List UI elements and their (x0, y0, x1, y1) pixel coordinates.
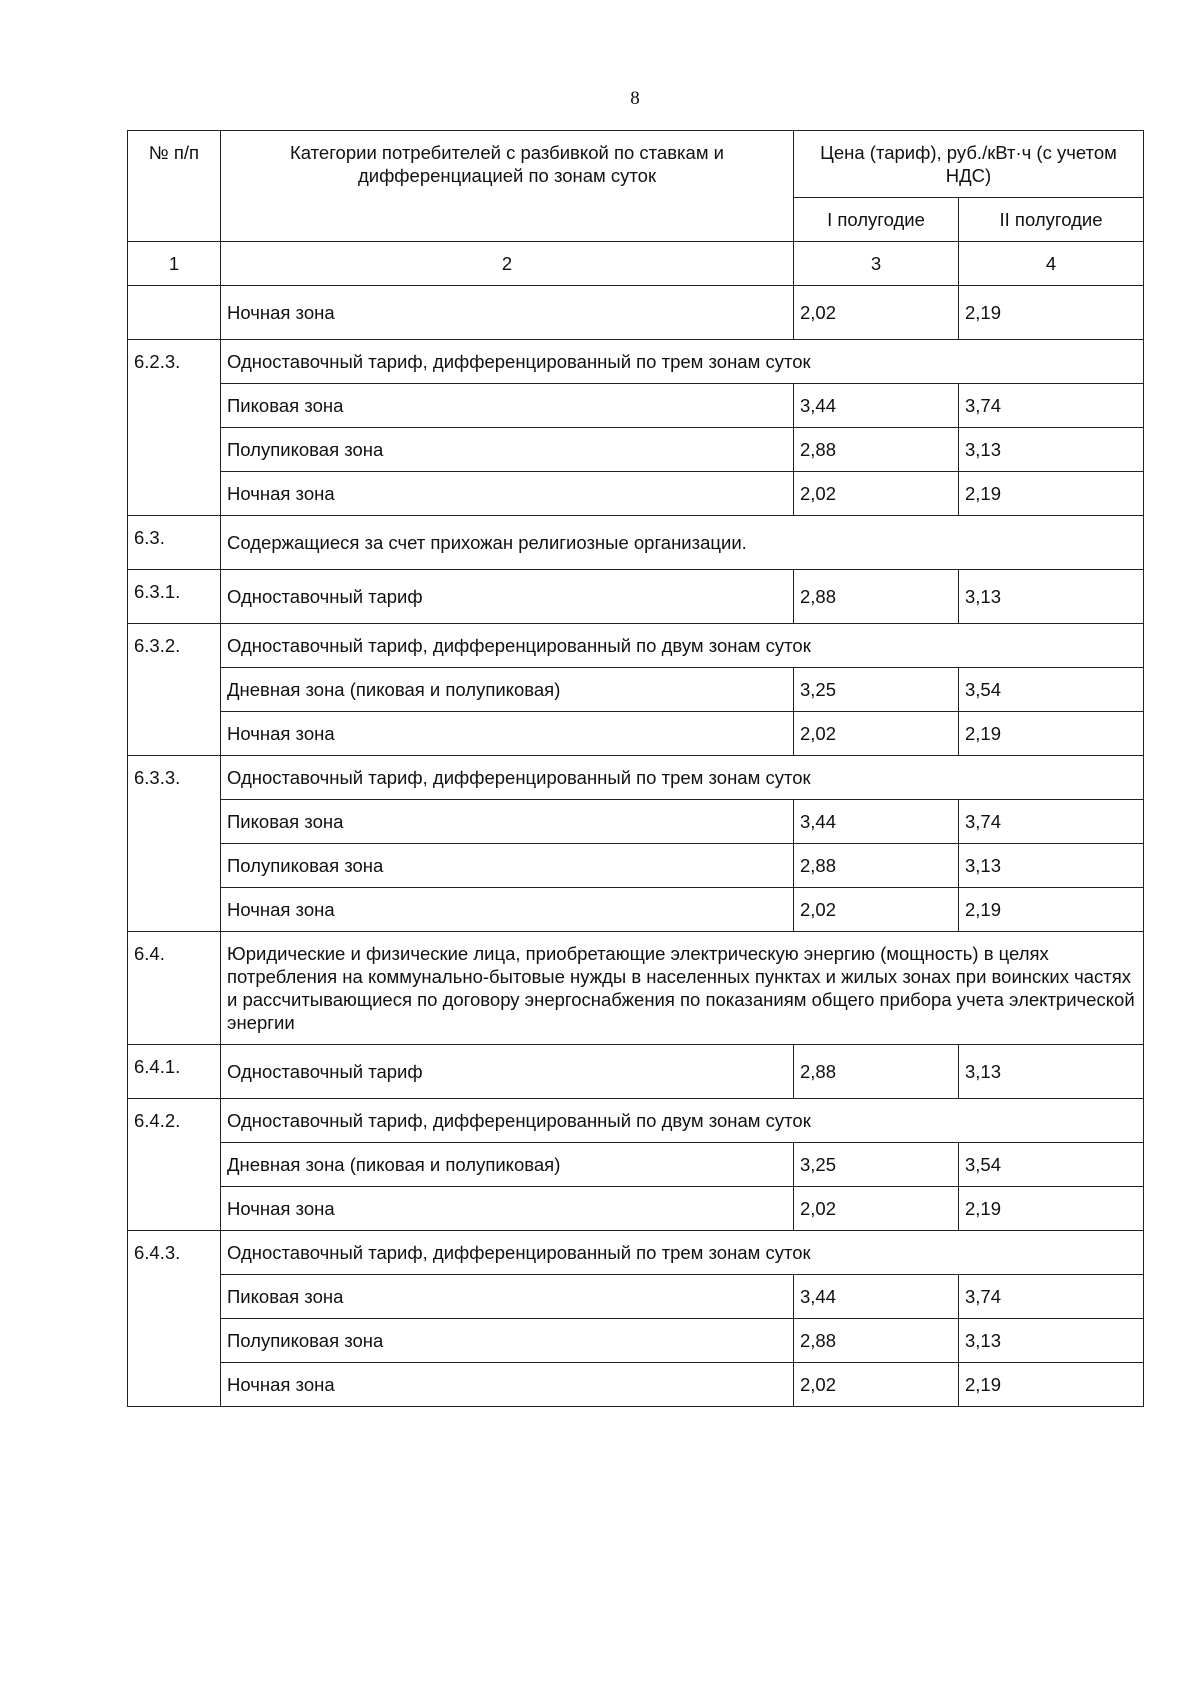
table-row (128, 384, 1144, 428)
row-number (128, 286, 221, 340)
price-first-half: 3,44 (794, 800, 959, 844)
row-label: Одноставочный тариф, дифференцированный по трем зонам суток (221, 1231, 1144, 1275)
row-label: Пиковая зона (221, 384, 794, 428)
table-row (128, 932, 1144, 1045)
table-row (128, 1275, 1144, 1319)
row-number: 6.2.3. (128, 340, 221, 516)
table-row (128, 1045, 1144, 1099)
column-number: 1 (128, 242, 221, 286)
header-category: Категории потребителей с разбивкой по ставкам и дифференциацией по зонам суток (221, 131, 794, 242)
column-number-row (128, 242, 1144, 286)
price-second-half: 2,19 (959, 888, 1144, 932)
row-label: Ночная зона (221, 888, 794, 932)
price-second-half: 3,13 (959, 1319, 1144, 1363)
row-label: Одноставочный тариф (221, 1045, 794, 1099)
row-number: 6.4.1. (128, 1045, 221, 1099)
row-label: Ночная зона (221, 286, 794, 340)
table-row (128, 888, 1144, 932)
row-label: Ночная зона (221, 472, 794, 516)
row-label: Юридические и физические лица, приобретающие электрическую энергию (мощность) в целях потребления на коммунально-бытовые нужды в населенных пунктах и жилых зонах при воинских частях и рассчитывающиеся по договору энергоснабжения по показаниям общего прибора учета электрической энергии (221, 932, 1144, 1045)
price-second-half: 2,19 (959, 712, 1144, 756)
table-row (128, 428, 1144, 472)
price-second-half: 3,54 (959, 668, 1144, 712)
row-label: Содержащиеся за счет прихожан религиозные организации. (221, 516, 1144, 570)
table-row (128, 712, 1144, 756)
row-label: Полупиковая зона (221, 1319, 794, 1363)
row-number: 6.4. (128, 932, 221, 1045)
row-label: Одноставочный тариф (221, 570, 794, 624)
price-first-half: 3,44 (794, 384, 959, 428)
price-first-half: 2,02 (794, 888, 959, 932)
table-row (128, 1143, 1144, 1187)
row-number: 6.4.3. (128, 1231, 221, 1407)
price-first-half: 3,25 (794, 668, 959, 712)
row-number: 6.3. (128, 516, 221, 570)
table-row (128, 624, 1144, 668)
price-first-half: 3,44 (794, 1275, 959, 1319)
price-second-half: 3,13 (959, 428, 1144, 472)
table-row (128, 844, 1144, 888)
table-row (128, 1231, 1144, 1275)
row-number: 6.3.2. (128, 624, 221, 756)
row-number: 6.4.2. (128, 1099, 221, 1231)
table-row (128, 668, 1144, 712)
price-first-half: 2,02 (794, 286, 959, 340)
price-second-half: 3,13 (959, 570, 1144, 624)
price-first-half: 2,88 (794, 570, 959, 624)
price-second-half: 3,13 (959, 844, 1144, 888)
row-label: Одноставочный тариф, дифференцированный по трем зонам суток (221, 340, 1144, 384)
row-label: Пиковая зона (221, 1275, 794, 1319)
price-second-half: 2,19 (959, 1187, 1144, 1231)
table-row (128, 1187, 1144, 1231)
table-row (128, 756, 1144, 800)
price-first-half: 2,02 (794, 1363, 959, 1407)
table-row (128, 472, 1144, 516)
tariff-table (127, 130, 1144, 1407)
row-label: Одноставочный тариф, дифференцированный по двум зонам суток (221, 624, 1144, 668)
column-number: 2 (221, 242, 794, 286)
price-second-half: 3,74 (959, 1275, 1144, 1319)
row-label: Ночная зона (221, 1187, 794, 1231)
row-label: Полупиковая зона (221, 428, 794, 472)
row-number: 6.3.1. (128, 570, 221, 624)
price-first-half: 2,88 (794, 844, 959, 888)
price-second-half: 3,54 (959, 1143, 1144, 1187)
table-row (128, 516, 1144, 570)
row-label: Ночная зона (221, 1363, 794, 1407)
column-number: 3 (794, 242, 959, 286)
row-label: Пиковая зона (221, 800, 794, 844)
table-row (128, 570, 1144, 624)
row-label: Дневная зона (пиковая и полупиковая) (221, 1143, 794, 1187)
table-header-row (128, 131, 1144, 198)
price-first-half: 2,88 (794, 1319, 959, 1363)
row-label: Ночная зона (221, 712, 794, 756)
price-first-half: 2,88 (794, 1045, 959, 1099)
row-label: Одноставочный тариф, дифференцированный по двум зонам суток (221, 1099, 1144, 1143)
row-label: Дневная зона (пиковая и полупиковая) (221, 668, 794, 712)
price-second-half: 3,74 (959, 800, 1144, 844)
row-label: Полупиковая зона (221, 844, 794, 888)
price-second-half: 2,19 (959, 286, 1144, 340)
header-price: Цена (тариф), руб./кВт·ч (с учетом НДС) (794, 131, 1144, 198)
table-row (128, 286, 1144, 340)
table-row (128, 340, 1144, 384)
header-number: № п/п (128, 131, 221, 242)
price-second-half: 2,19 (959, 1363, 1144, 1407)
header-first-half: I полугодие (794, 198, 959, 242)
price-first-half: 3,25 (794, 1143, 959, 1187)
price-first-half: 2,02 (794, 472, 959, 516)
table-row (128, 800, 1144, 844)
header-second-half: II полугодие (959, 198, 1144, 242)
table-row (128, 1319, 1144, 1363)
table-row (128, 1363, 1144, 1407)
price-first-half: 2,02 (794, 712, 959, 756)
price-first-half: 2,02 (794, 1187, 959, 1231)
table-row (128, 1099, 1144, 1143)
page-number: 8 (630, 88, 640, 109)
price-second-half: 3,74 (959, 384, 1144, 428)
price-second-half: 3,13 (959, 1045, 1144, 1099)
row-number: 6.3.3. (128, 756, 221, 932)
row-label: Одноставочный тариф, дифференцированный по трем зонам суток (221, 756, 1144, 800)
price-second-half: 2,19 (959, 472, 1144, 516)
price-first-half: 2,88 (794, 428, 959, 472)
column-number: 4 (959, 242, 1144, 286)
